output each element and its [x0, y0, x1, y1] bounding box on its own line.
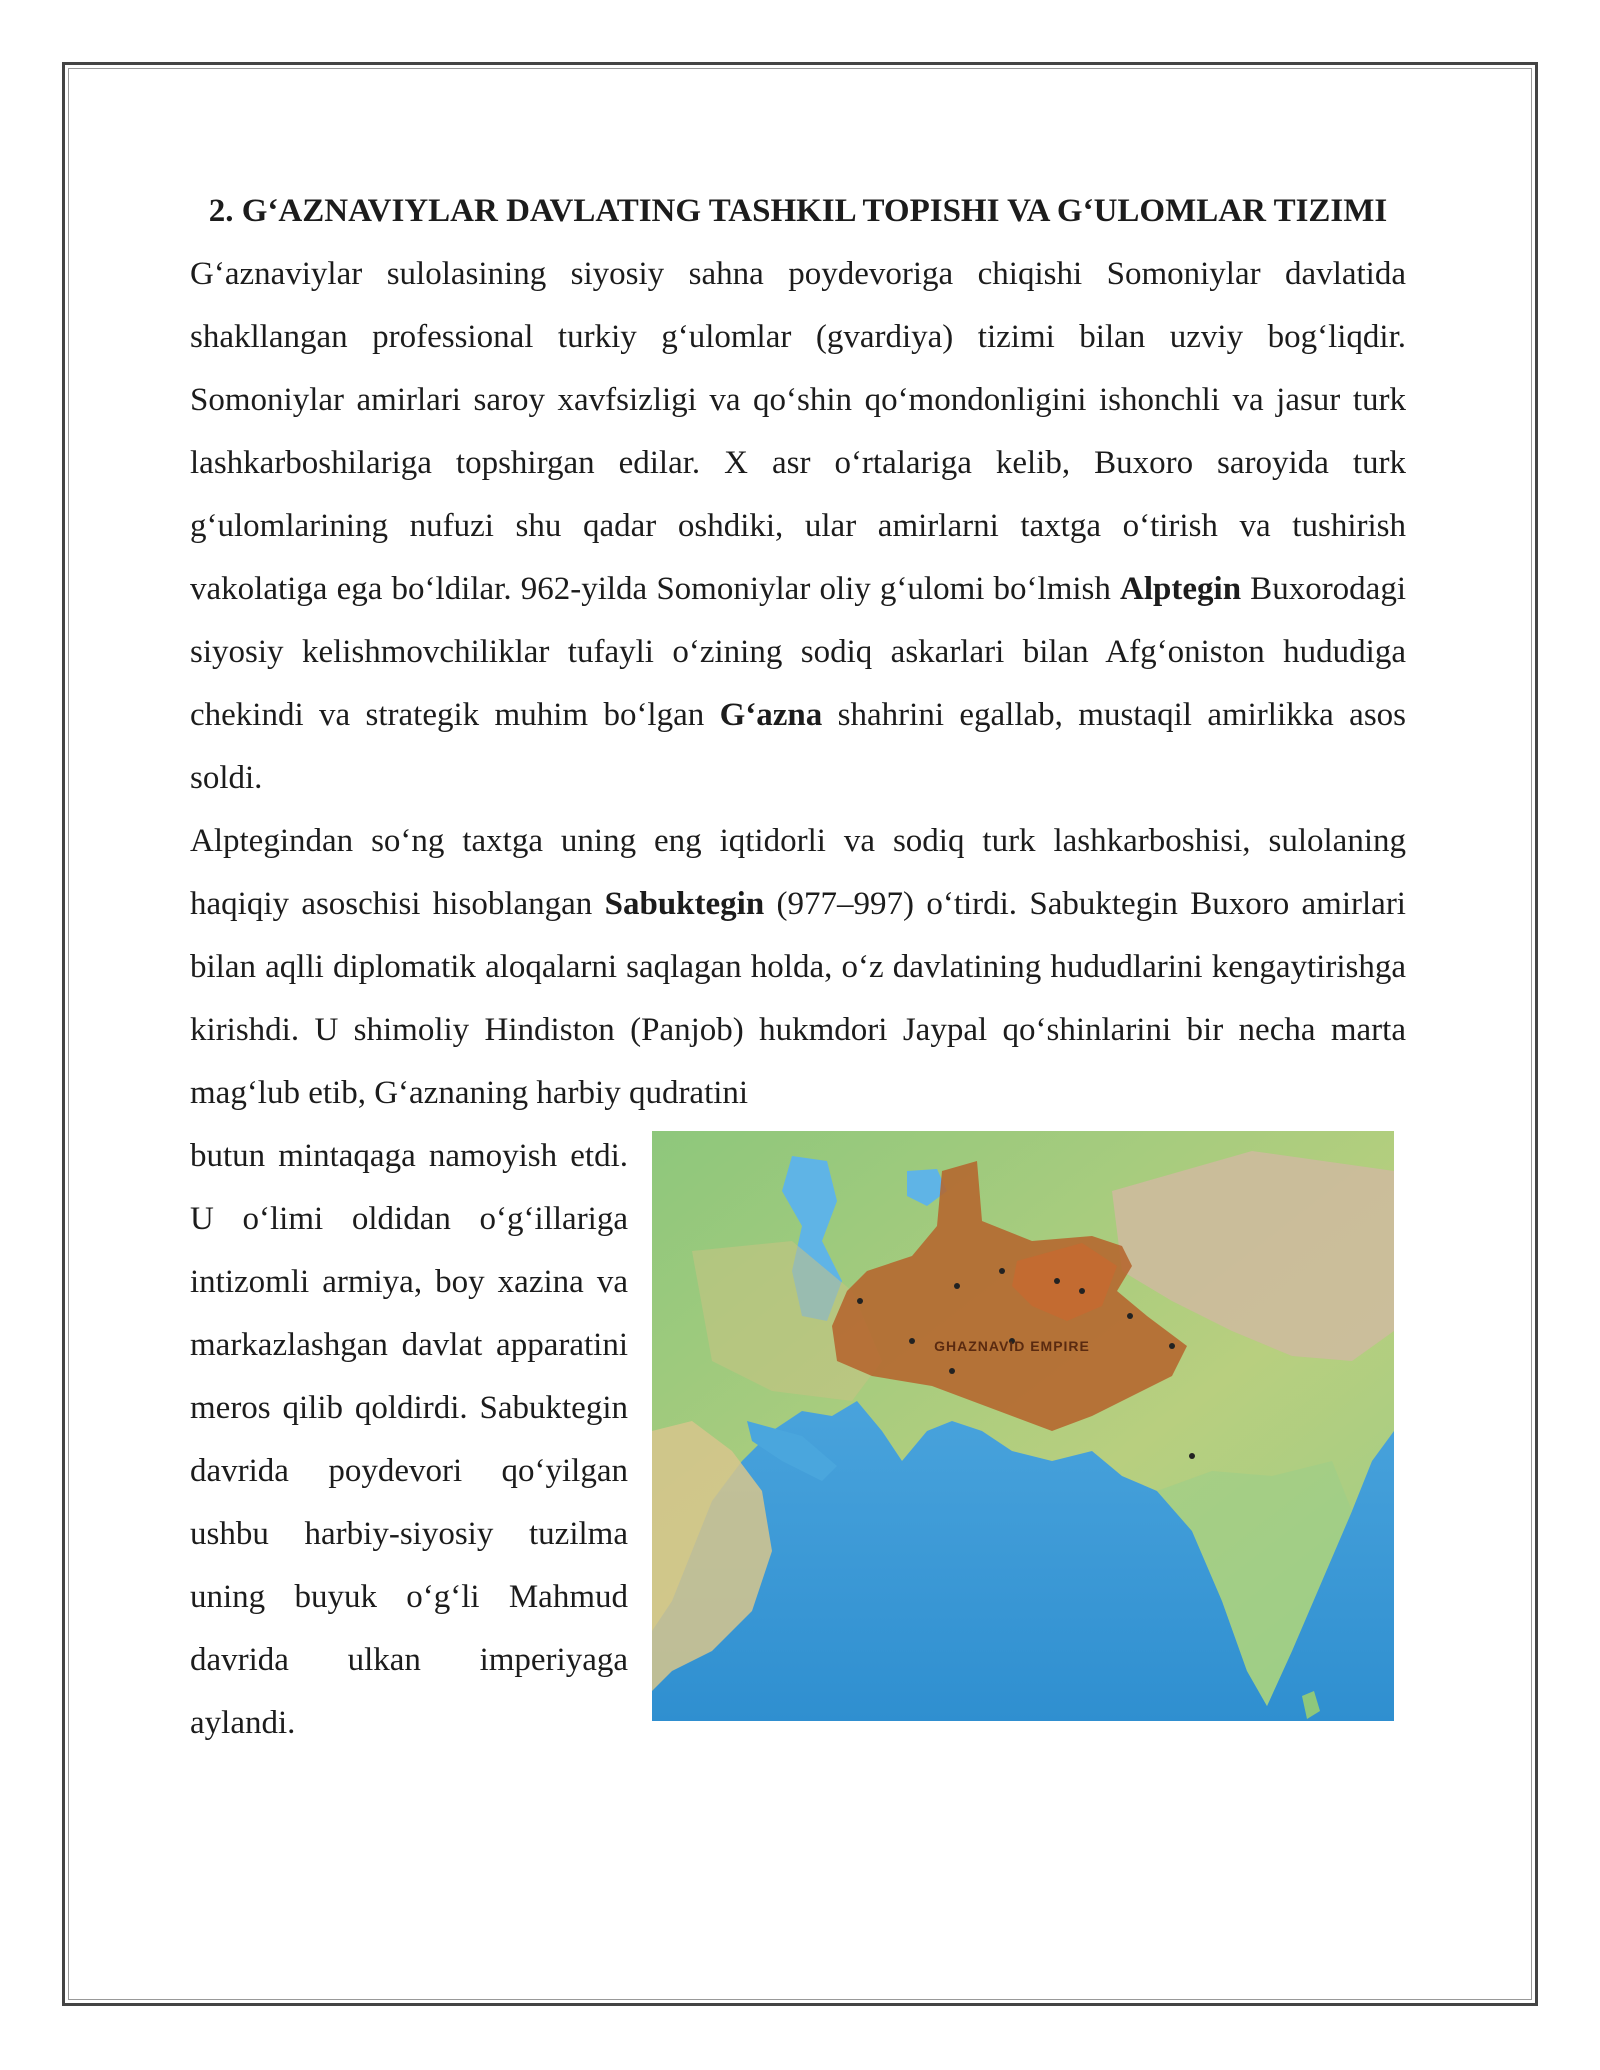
- paragraph-1-text-a: G‘aznaviylar sulolasining siyosiy sahna poydevoriga chiqishi Somoniylar davlatida shakllangan professional turkiy g‘ulomlar (gvardiya) tizimi bilan uzviy bog‘liqdir. Somoniylar amirlari saroy xavfsizligi va qo‘shin qo‘mondonligini ishonchli va jasur turk lashkarboshilariga topshirgan edilar. X asr o‘rtalariga kelib, Buxoro saroyida turk g‘ulomlarining nufuzi shu qadar oshdiki, ular amirlarni taxtga o‘tirish va tushirish vakolatiga ega bo‘ldilar. 962-yilda Somoniylar oliy g‘ulomi bo‘lmish: [190, 256, 1406, 607]
- city-marker: [1169, 1343, 1175, 1349]
- city-marker: [1127, 1313, 1133, 1319]
- paragraph-1-text-b: Buxorodagi siyosiy kelishmovchiliklar tufayli o‘zining sodiq askarlari bilan Afg‘oniston hududiga chekindi va strategik muhim bo‘lgan: [190, 571, 1406, 733]
- paragraph-2-text-b: (977–997) o‘tirdi. Sabuktegin Buxoro amirlari bilan aqlli diplomatik aloqalarni saqlagan holda, o‘z davlatining hududlarini kengaytirishga kirishdi. U shimoliy Hindiston (Panjob) hukmdori Jaypal qo‘shinlarini bir necha marta mag‘lub etib, G‘aznaning harbiy qudratini: [190, 886, 1406, 1111]
- city-marker: [909, 1338, 915, 1344]
- city-marker: [1079, 1288, 1085, 1294]
- page-title: 2. G‘AZNAVIYLAR DAVLATING TASHKIL TOPISHI VA G‘ULOMLAR TIZIMI: [208, 193, 1388, 229]
- city-marker: [949, 1368, 955, 1374]
- city-marker: [1189, 1453, 1195, 1459]
- city-marker: [954, 1283, 960, 1289]
- paragraph-1-text-c: shahrini egallab, mustaqil amirlikka asos soldi.: [190, 697, 1406, 796]
- map-graphic: [652, 1131, 1394, 1721]
- paragraph-2: [190, 810, 1406, 1125]
- bold-sabuktegin: Sabuktegin: [604, 886, 765, 922]
- map-empire-label: GHAZNAVID EMPIRE: [934, 1338, 1090, 1354]
- city-marker: [999, 1268, 1005, 1274]
- city-marker: [1054, 1278, 1060, 1284]
- ghaznavid-empire-map: [652, 1131, 1394, 1721]
- paragraph-1: [190, 243, 1406, 810]
- bold-gazna: G‘azna: [719, 697, 823, 733]
- paragraph-2-text-a: Alptegindan so‘ng taxtga uning eng iqtidorli va sodiq turk lashkarboshisi, sulolaning haqiqiy asoschisi hisoblangan: [190, 823, 1406, 922]
- text-with-map: [190, 1125, 1406, 1755]
- document-body: [190, 180, 1406, 1755]
- bold-alptegin: Alptegin: [1120, 571, 1242, 607]
- paragraph-2-continuation: butun mintaqaga namoyish etdi. U o‘limi oldidan o‘g‘illariga intizomli armiya, boy xazina va markazlashgan davlat apparatini meros qilib qoldirdi. Sabuktegin davrida poydevori qo‘yilgan ushbu harbiy-siyosiy tuzilma uning buyuk o‘g‘li Mahmud davrida ulkan imperiyaga aylandi.: [190, 1138, 628, 1741]
- city-marker: [857, 1298, 863, 1304]
